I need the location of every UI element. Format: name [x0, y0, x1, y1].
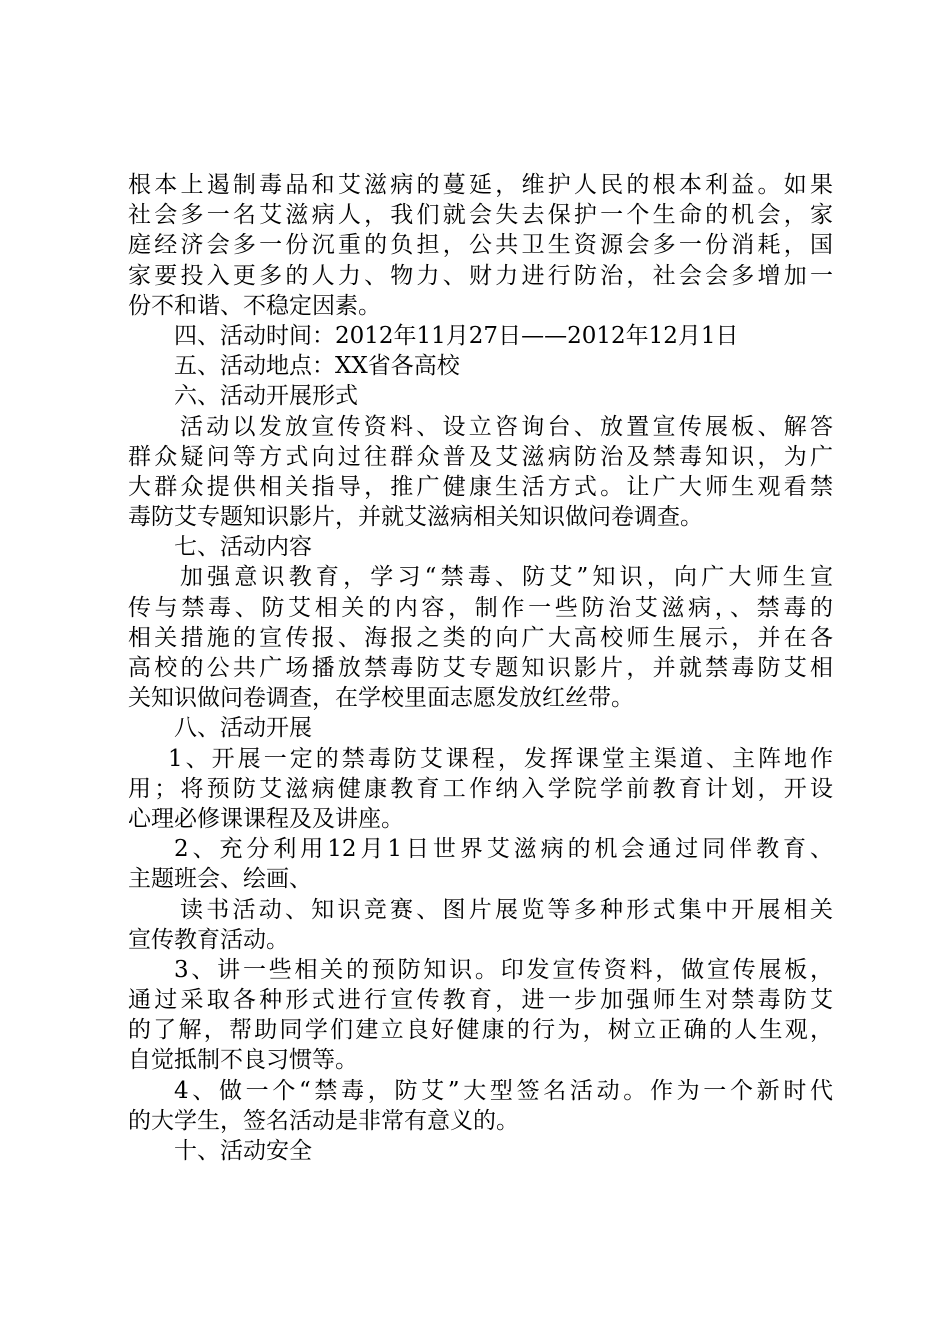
- text-line: 通过采取各种形式进行宣传教育，进一步加强师生对禁毒防艾: [128, 987, 833, 1014]
- text-line: 群众疑问等方式向过往群众普及艾滋病防治及禁毒知识，为广: [128, 443, 833, 470]
- text-line: 主题班会、绘画、: [128, 866, 312, 893]
- paragraph-activity-format: [128, 412, 833, 533]
- heading-activity-location: 五、活动地点：XX省各高校: [174, 353, 460, 380]
- paragraph-item-3: [128, 955, 833, 1076]
- paragraph-item-2: [128, 834, 833, 894]
- text-line: 宣传教育活动。: [128, 926, 289, 953]
- paragraph-activity-content: [128, 562, 833, 713]
- text-line: 相关措施的宣传报、海报之类的向广大高校师生展示，并在各: [128, 624, 833, 651]
- text-line: 1、开展一定的禁毒防艾课程，发挥课堂主渠道、主阵地作: [168, 745, 833, 772]
- text-line: 活动以发放宣传资料、设立咨询台、放置宣传展板、解答: [180, 413, 833, 440]
- text-line: 份不和谐、不稳定因素。: [128, 292, 381, 319]
- text-line: 传与禁毒、防艾相关的内容，制作一些防治艾滋病，、禁毒的: [128, 594, 833, 621]
- text-line: 心理必修课课程及及讲座。: [128, 805, 404, 832]
- text-line: 用；将预防艾滋病健康教育工作纳入学院学前教育计划，开设: [128, 775, 833, 802]
- heading-activity-content: 七、活动内容: [174, 534, 312, 561]
- text-line: 4、做一个“禁毒，防艾”大型签名活动。作为一个新时代: [174, 1077, 833, 1104]
- text-line: 毒防艾专题知识影片，并就艾滋病相关知识做问卷调查。: [128, 504, 703, 531]
- paragraph-item-2-continued: [128, 895, 833, 955]
- document-body: [128, 170, 833, 1166]
- paragraph-harm-statement: [128, 170, 833, 321]
- text-line: 读书活动、知识竞赛、图片展览等多种形式集中开展相关: [180, 896, 833, 923]
- text-line: 2、充分利用12月1日世界艾滋病的机会通过同伴教育、: [174, 836, 833, 863]
- text-line: 的了解，帮助同学们建立良好健康的行为，树立正确的人生观，: [128, 1017, 833, 1044]
- text-line: 家要投入更多的人力、物力、财力进行防治，社会会多增加一: [128, 262, 833, 289]
- text-line: 社会多一名艾滋病人，我们就会失去保护一个生命的机会，家: [128, 202, 833, 229]
- text-line: 加强意识教育，学习“禁毒、防艾”知识，向广大师生宣: [180, 564, 833, 591]
- text-line: 自觉抵制不良习惯等。: [128, 1047, 358, 1074]
- heading-activity-time: 四、活动时间：2012年11月27日——2012年12月1日: [174, 322, 739, 349]
- text-line: 根本上遏制毒品和艾滋病的蔓延，维护人民的根本利益。如果: [128, 172, 833, 198]
- heading-activity-implementation: 八、活动开展: [174, 715, 312, 742]
- text-line: 高校的公共广场播放禁毒防艾专题知识影片，并就禁毒防艾相: [128, 655, 833, 681]
- text-line: 的大学生，签名活动是非常有意义的。: [128, 1107, 519, 1134]
- paragraph-item-1: [128, 744, 833, 835]
- text-line: 3、讲一些相关的预防知识。印发宣传资料，做宣传展板，: [174, 956, 833, 983]
- paragraph-item-4: [128, 1076, 833, 1136]
- text-line: 庭经济会多一份沉重的负担，公共卫生资源会多一份消耗，国: [128, 232, 833, 259]
- text-line: 大群众提供相关指导，推广健康生活方式。让广大师生观看禁: [128, 473, 833, 500]
- heading-activity-format: 六、活动开展形式: [174, 383, 358, 410]
- heading-activity-safety: 十、活动安全: [174, 1138, 312, 1164]
- text-line: 关知识做问卷调查，在学校里面志愿发放红丝带。: [128, 685, 634, 712]
